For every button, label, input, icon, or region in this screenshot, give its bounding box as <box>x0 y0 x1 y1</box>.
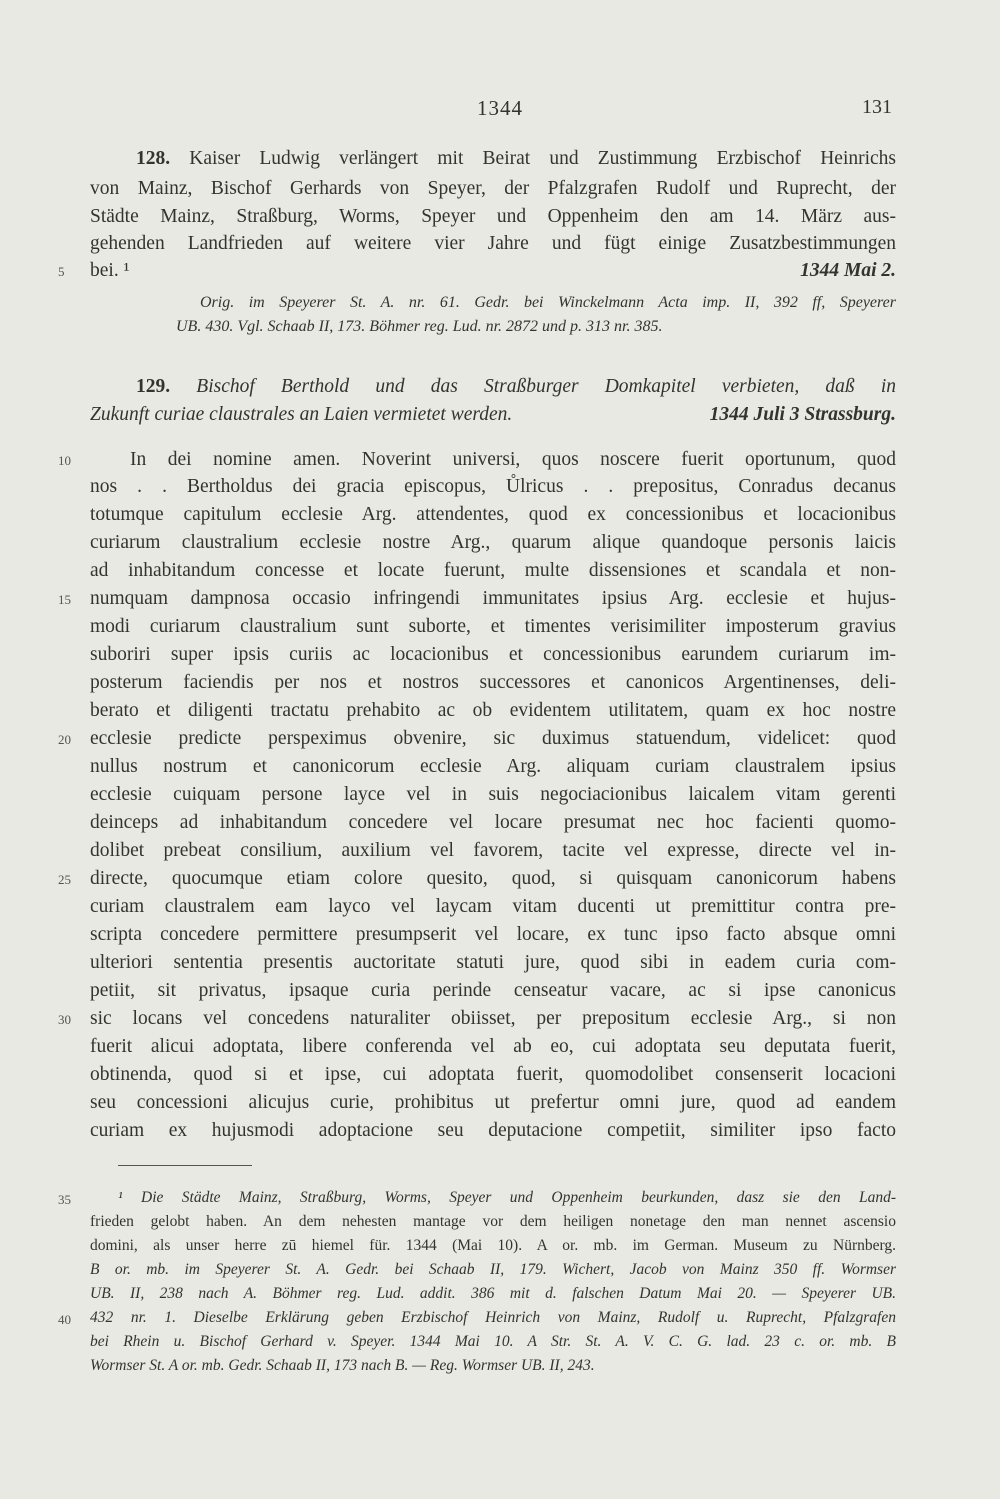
footnote-line: bei Rhein u. Bischof Gerhard v. Speyer. 1344 Mai 10. A Str. St. A. V. C. G. lad. 23 c. or. mb. B <box>90 1333 896 1350</box>
entry-128-line-5: bei. ¹ 1344 Mai 2. <box>90 256 896 286</box>
entry-129-heading-1: 129. Bischof Berthold und das Straßburger Domkapitel verbieten, daß in <box>136 376 896 397</box>
line-number-35: 35 <box>58 1192 71 1207</box>
entry-129-date: 1344 Juli 3 Strassburg. <box>709 404 896 425</box>
body-line: curiam ex hujusmodi adoptacione seu deputacione competiit, similiter ipso facto <box>90 1120 896 1141</box>
body-line: totumque capitulum ecclesie Arg. attendentes, quod ex concessionibus et locacionibus <box>90 504 896 525</box>
body-line: deinceps ad inhabitandum concedere vel locare presumat nec hoc facienti quomo- <box>90 812 896 833</box>
page-number: 131 <box>862 96 892 118</box>
entry-128-source-2: UB. 430. Vgl. Schaab II, 173. Böhmer reg. Lud. nr. 2872 und p. 313 nr. 385. <box>176 318 663 335</box>
line-number-15: 15 <box>58 592 71 607</box>
footnote-line: domini, als unser herre zū hiemel für. 1344 (Mai 10). A or. mb. im German. Museum zu Nürnberg. <box>90 1237 896 1254</box>
body-line: nullus nostrum et canonicorum ecclesie Arg. aliquam curiam claustralem ipsius <box>90 756 896 777</box>
body-line: curiam claustralem eam layco vel laycam vitam ducenti ut premittitur contra pre- <box>90 896 896 917</box>
body-line: curiarum claustralium ecclesie nostre Arg., quarum alique quandoque personis laicis <box>90 532 896 553</box>
footnote-line: B or. mb. im Speyerer St. A. Gedr. bei Schaab II, 179. Wichert, Jacob von Mainz 350 ff. Wormser <box>90 1261 896 1278</box>
footnote-line: UB. II, 238 nach A. Böhmer reg. Lud. addit. 386 mit d. falschen Datum Mai 20. — Speyerer UB. <box>90 1285 896 1302</box>
body-line: scripta concedere permittere presumpserit vel locare, ex tunc ipso facto absque omni <box>90 924 896 945</box>
entry-128-date: 1344 Mai 2. <box>800 260 896 281</box>
line-number-40: 40 <box>58 1312 71 1327</box>
footnote-line: frieden gelobt haben. An dem nehesten mantage vor dem heiligen nonetage den man nennet ascensio <box>90 1213 896 1230</box>
line-number-25: 25 <box>58 872 71 887</box>
footnote-line: Wormser St. A or. mb. Gedr. Schaab II, 173 nach B. — Reg. Wormser UB. II, 243. <box>90 1357 595 1374</box>
line-number-30: 30 <box>58 1012 71 1027</box>
body-line: nos . . Bertholdus dei gracia episcopus, Ůlricus . . prepositus, Conradus decanus <box>90 476 896 497</box>
footnote-line: 432 nr. 1. Dieselbe Erklärung geben Erzbischof Heinrich von Mainz, Rudolf u. Ruprecht, Pfalzgrafen <box>90 1309 896 1326</box>
body-line: ecclesie predicte perspeximus obvenire, sic duximus statuendum, videlicet: quod <box>90 728 896 749</box>
entry-128-source-1: Orig. im Speyerer St. A. nr. 61. Gedr. bei Winckelmann Acta imp. II, 392 ff, Speyerer <box>200 294 896 311</box>
body-line: sic locans vel concedens naturaliter obiisset, per prepositum ecclesie Arg., si non <box>90 1008 896 1029</box>
body-line: obtinenda, quod si et ipse, cui adoptata fuerit, quomodolibet consenserit locacioni <box>90 1064 896 1085</box>
body-line: In dei nomine amen. Noverint universi, quos noscere fuerit oportunum, quod <box>130 449 896 470</box>
entry-128-line-3: Städte Mainz, Straßburg, Worms, Speyer und Oppenheim den am 14. März aus- <box>90 206 896 227</box>
body-line: ad inhabitandum concesse et locate fuerunt, multe dissensiones et scandala et non- <box>90 560 896 581</box>
body-line: numquam dampnosa occasio infringendi immunitates ipsius Arg. ecclesie et hujus- <box>90 588 896 609</box>
entry-128-number: 128. <box>136 148 171 169</box>
body-line: ulteriori sententia presentis auctoritate statuti jure, quod sibi in eadem curia com- <box>90 952 896 973</box>
body-line: dolibet prebeat consilium, auxilium vel favorem, tacite vel expresse, directe vel in- <box>90 840 896 861</box>
body-line: directe, quocumque etiam colore quesito, quod, si quisquam canonicorum habens <box>90 868 896 889</box>
running-head-year: 1344 <box>477 96 523 120</box>
body-line: modi curiarum claustralium sunt suborte, et timentes verisimiliter imposterum gravius <box>90 616 896 637</box>
entry-128-line-4: gehenden Landfrieden auf weitere vier Jahre und fügt einige Zusatzbestimmungen <box>90 233 896 254</box>
line-number-5: 5 <box>58 264 65 279</box>
body-line: petiit, sit privatus, ipsaque curia perinde censeatur vacare, ac si ipse canonicus <box>90 980 896 1001</box>
entry-128-line-1: 128. Kaiser Ludwig verlängert mit Beirat und Zustimmung Erzbischof Heinrichs <box>136 148 896 169</box>
line-number-20: 20 <box>58 732 71 747</box>
footnote-divider <box>118 1165 252 1166</box>
entry-129-number: 129. <box>136 376 171 397</box>
entry-129-heading-2: Zukunft curiae claustrales an Laien vermietet werden. 1344 Juli 3 Strassburg. <box>90 400 896 430</box>
entry-128-line-2: von Mainz, Bischof Gerhards von Speyer, der Pfalzgrafen Rudolf und Ruprecht, der <box>90 178 896 199</box>
page-header <box>0 96 1000 128</box>
body-line: berato et diligenti tractatu prehabito ac ob evidentem utilitatem, quam ex hoc nostre <box>90 700 896 721</box>
body-line: ecclesie cuiquam persone layce vel in suis negociacionibus laicalem vitam gerenti <box>90 784 896 805</box>
line-number-10: 10 <box>58 453 71 468</box>
body-line: suboriri super ipsis curiis ac locacionibus et concessionibus earundem curiarum im- <box>90 644 896 665</box>
body-line: seu concessioni alicujus curie, prohibitus ut prefertur omni jure, quod ad eandem <box>90 1092 896 1113</box>
body-line: posterum faciendis per nos et nostros successores et canonicos Argentinenses, deli- <box>90 672 896 693</box>
footnote-line: ¹ Die Städte Mainz, Straßburg, Worms, Speyer und Oppenheim beurkunden, dasz sie den Land- <box>118 1189 896 1206</box>
body-line: fuerit alicui adoptata, libere conferenda vel ab eo, cui adoptata seu deputata fuerit, <box>90 1036 896 1057</box>
